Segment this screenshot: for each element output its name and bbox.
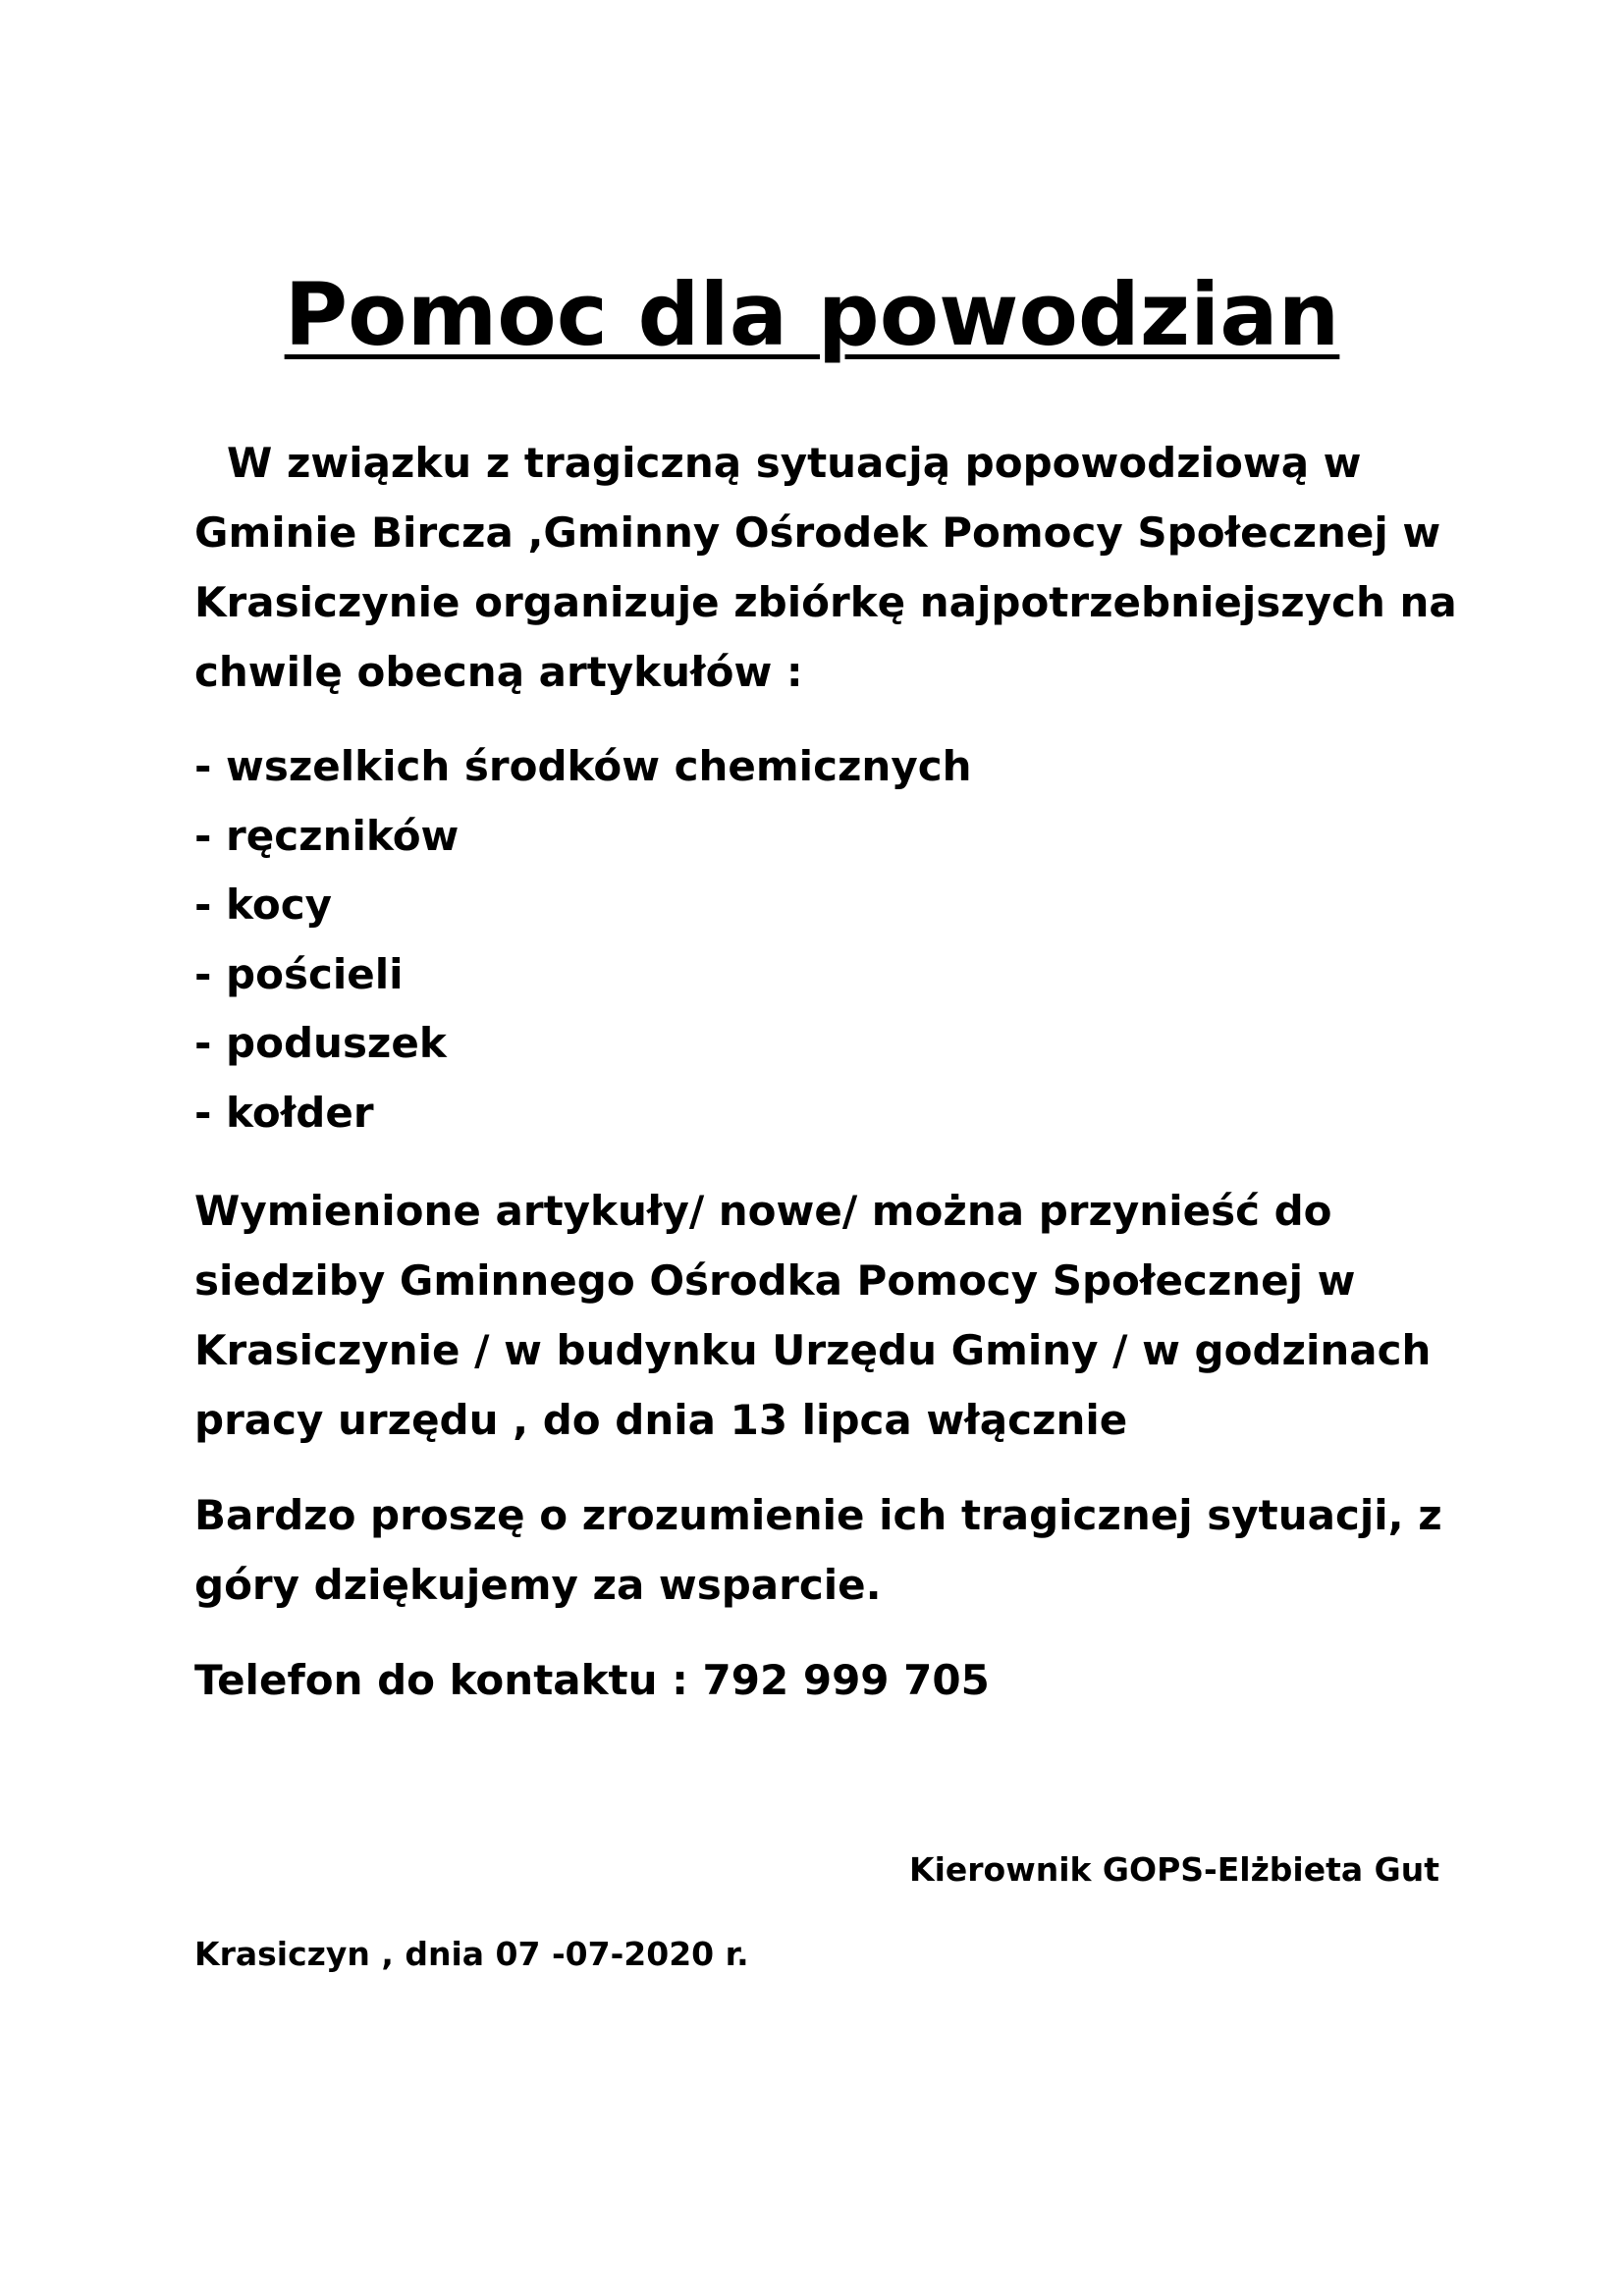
document-title: [0, 265, 1624, 364]
contact-phone: Telefon do kontaktu : 792 999 705: [194, 1656, 990, 1704]
place-date: Krasiczyn , dnia 07 -07-2020 r.: [194, 1935, 749, 1973]
list-item: - kocy: [194, 881, 332, 929]
list-item: - ręczników: [194, 811, 460, 860]
items-list: [194, 732, 1373, 1148]
document-title-text: Pomoc dla powodzian: [284, 264, 1340, 365]
list-item: - wszelkich środków chemicznych: [194, 742, 972, 790]
list-item: - poduszek: [194, 1019, 447, 1067]
intro-paragraph: W związku z tragiczną sytuacją popowodziową w Gminie Bircza ,Gminny Ośrodek Pomocy Społecznej w Krasiczynie organizuje zbiórkę najpotrzebniejszych na chwilę obecną artykułów :: [194, 439, 1457, 696]
signature: Kierownik GOPS-Elżbieta Gut: [909, 1850, 1439, 1889]
list-item: - pościeli: [194, 949, 404, 998]
appeal-paragraph: Bardzo proszę o zrozumienie ich tragicznej sytuacji, z góry dziękujemy za wsparcie.: [194, 1491, 1442, 1609]
list-item: - kołder: [194, 1088, 374, 1137]
delivery-paragraph: Wymienione artykuły/ nowe/ można przynieść do siedziby Gminnego Ośrodka Pomocy Społecznej w Krasiczynie / w budynku Urzędu Gminy / w godzinach pracy urzędu , do dnia 13 lipca włącznie: [194, 1187, 1432, 1444]
